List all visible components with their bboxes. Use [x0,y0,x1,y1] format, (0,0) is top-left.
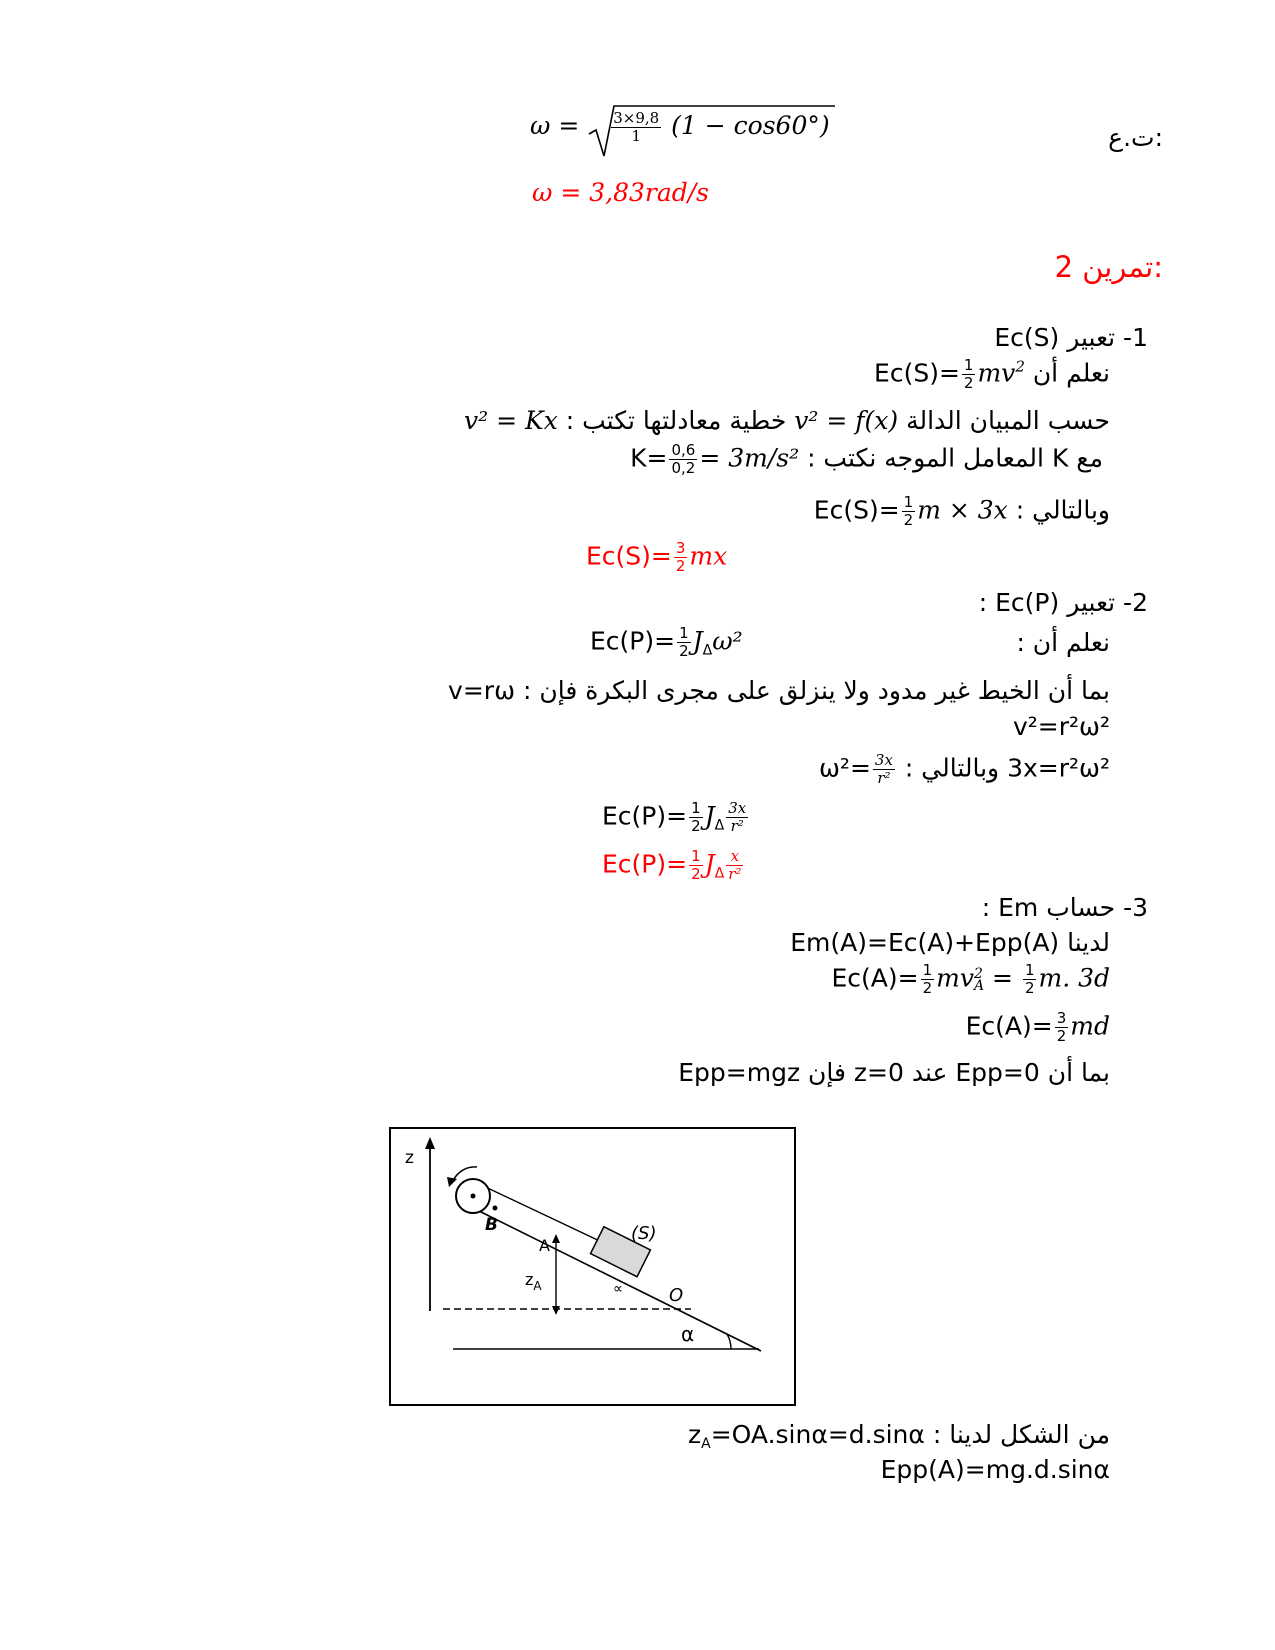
q3-eca-lhs: Ec(A)= [965,1011,1053,1041]
q2-ec-lhs: Ec(P)= [590,626,676,656]
fig-za-label [525,1270,542,1293]
frac-half-num: 1 [691,847,701,865]
frac-half-num: 1 [922,961,933,979]
rotation-arrowhead [447,1177,457,1187]
q1-result-lhs: Ec(S)= [586,541,672,571]
za-arrowhead-bottom [552,1306,560,1315]
q3-eca-line: Ec(A)= $\frac{1}{2}$ mv 2 A = $\frac{1}{2}$ m. 3d [831,961,1110,997]
frac-half-num: 1 [1024,961,1035,979]
incline-line [475,1209,761,1351]
q3-za-sub: A [701,1436,711,1452]
q2-ec-lhs: Ec(P)= [602,801,688,831]
q3-mva-sub: A [973,977,985,994]
q3-epp-eq: Epp=mgz [678,1058,801,1087]
q2-then-text: وبالتالي : [904,753,1000,783]
fig-za-z: z [525,1270,534,1289]
pulley-axle [471,1194,476,1199]
q2-j: J [692,626,703,656]
sqrt-paren: (1 − cos60°) [671,111,830,140]
q1-graph-fx: v² = f(x) [794,406,899,435]
q1-then-rhs: m × 3x [917,495,1008,525]
q2-j: J [704,849,715,879]
sqrt-sign [587,102,837,160]
q3-we-have: لدينا [1067,928,1110,957]
q2-den-r2: r² [730,817,744,835]
q2-delta: Δ [714,865,725,882]
q2-know-text: نعلم أن : [1016,628,1110,657]
q2-heading: 2- تعبير Ec(P) : [978,588,1148,617]
q2-omega2-lhs: ω²= [819,753,871,783]
frac-half-den: 2 [679,642,689,660]
omega-result: ω = 3,83rad/s [532,178,710,207]
frac-three-num: 3 [675,539,686,557]
q3-mva: mv [936,963,974,993]
q1-then-line [814,494,1110,529]
frac-half-num: 1 [903,493,914,511]
za-arrowhead-top [552,1234,560,1243]
q3-eppa-line: Epp(A)=mg.d.sinα [880,1455,1110,1484]
frac-half-den: 2 [963,374,974,392]
q3-eca-mid: = [992,963,1013,993]
q3-eca2-rhs: md [1070,1011,1110,1041]
figure-drawing [391,1129,794,1404]
q2-delta: Δ [702,642,713,659]
z-axis-arrow [425,1137,435,1149]
q2-num-3x: 3x [728,799,747,817]
q3-fig-text: من الشكل لدينا : [932,1420,1110,1449]
q2-ecp-formula [590,625,743,660]
q1-k-num: 0,6 [671,441,696,459]
q1-k-rhs: = 3m/s² [699,443,800,473]
q1-graph-text2: خطية معادلتها تكتب : [565,406,787,435]
fig-a-label: A [539,1236,550,1255]
q2-ecp-result [602,848,745,883]
q2-omega2: ω² [712,626,743,656]
q1-graph-text: حسب المبيان الدالة [906,406,1110,435]
q3-za-line [688,1420,1110,1453]
fig-alpha-label: α [681,1322,695,1346]
q3-za-z: z [688,1420,702,1449]
q1-then-lhs: Ec(S)= [813,495,900,525]
q1-mv2: mv [977,358,1016,388]
q2-num-x: x [726,848,743,866]
q2-den-r2: r² [877,769,891,787]
sqrt-frac-num: 3×9,8 [613,109,660,127]
q3-epp-line [678,1058,1110,1088]
q1-result [586,540,727,575]
fig-o-label: O [669,1285,684,1306]
q2-rope-eq: v=rω [448,676,516,705]
q2-ecp-sub [602,800,750,835]
q3-za-eq: =OA.sinα=d.sinα [710,1420,925,1449]
omega-lhs: ω = [530,111,580,140]
inclined-plane-figure [389,1127,796,1406]
frac-half-num: 1 [963,356,974,374]
frac-half-den: 2 [675,557,686,575]
exercise-title: تمرين 2: [1054,250,1163,284]
omega-formula [530,110,830,145]
frac-half-num: 1 [679,624,689,642]
q3-eca-lhs: Ec(A)= [831,963,919,993]
q1-graph-line [464,406,1110,436]
frac-half-den: 2 [922,979,933,997]
q2-v2-line: v²=r²ω² [1012,712,1110,741]
frac-half-den: 2 [691,865,701,883]
q3-epp-text: بما أن Epp=0 عند z=0 فإن [808,1058,1110,1087]
sqrt-frac-den: 1 [631,127,641,145]
q1-k-lhs: K= [630,443,668,473]
fig-alpha-symbol: ∝ [613,1281,624,1297]
frac-half-den: 2 [903,511,914,529]
q1-k-line [630,442,1103,477]
frac-three-num: 3 [1056,1009,1067,1027]
q2-rope-line [448,676,1110,706]
q2-ec-lhs: Ec(P)= [602,849,688,879]
point-b [493,1206,498,1211]
q1-k-den: 0,2 [671,459,696,477]
q2-delta: Δ [714,817,725,834]
q1-know-text: نعلم أن [1032,358,1110,388]
frac-half-den: 2 [1024,979,1035,997]
q2-three-x: 3x=r²ω² [1007,753,1110,783]
q2-j: J [704,801,715,831]
q2-num-3x: 3x [874,751,893,769]
q3-eca2-line [966,1010,1110,1045]
intro-label: ت.ع: [1108,123,1163,152]
q1-ec-lhs: Ec(S)= [874,358,960,388]
q1-then-text: وبالتالي : [1015,495,1110,525]
q2-omega-line [819,752,1110,787]
fig-za-sub: A [533,1279,542,1293]
q1-result-rhs: mx [689,541,728,571]
frac-half-den: 2 [1056,1027,1067,1045]
fig-b-label: B [485,1215,498,1235]
q2-rope-text: بما أن الخيط غير مدود ولا ينزلق على مجرى البكرة فإن : [522,676,1110,705]
q3-eca-rhs: m. 3d [1038,963,1110,993]
q1-heading: 1- تعبير Ec(S) [994,323,1148,352]
fig-z-label: z [405,1148,414,1168]
frac-half-num: 1 [691,799,701,817]
q1-graph-eq: v² = Kx [464,406,558,435]
q3-heading: 3- حساب Em : [981,893,1148,922]
q2-den-r2: r² [728,865,742,883]
q1-k-text: مع K المعامل الموجه نكتب : [807,443,1103,473]
frac-half-den: 2 [691,817,701,835]
fig-s-label: (S) [631,1223,657,1244]
q3-em-eq: Em(A)=Ec(A)+Epp(A) [790,928,1060,957]
q1-know-line: نعلم أن Ec(S)= $\frac{1}{2}$ $mv^2$ [874,356,1110,392]
q3-em-line [790,928,1110,958]
